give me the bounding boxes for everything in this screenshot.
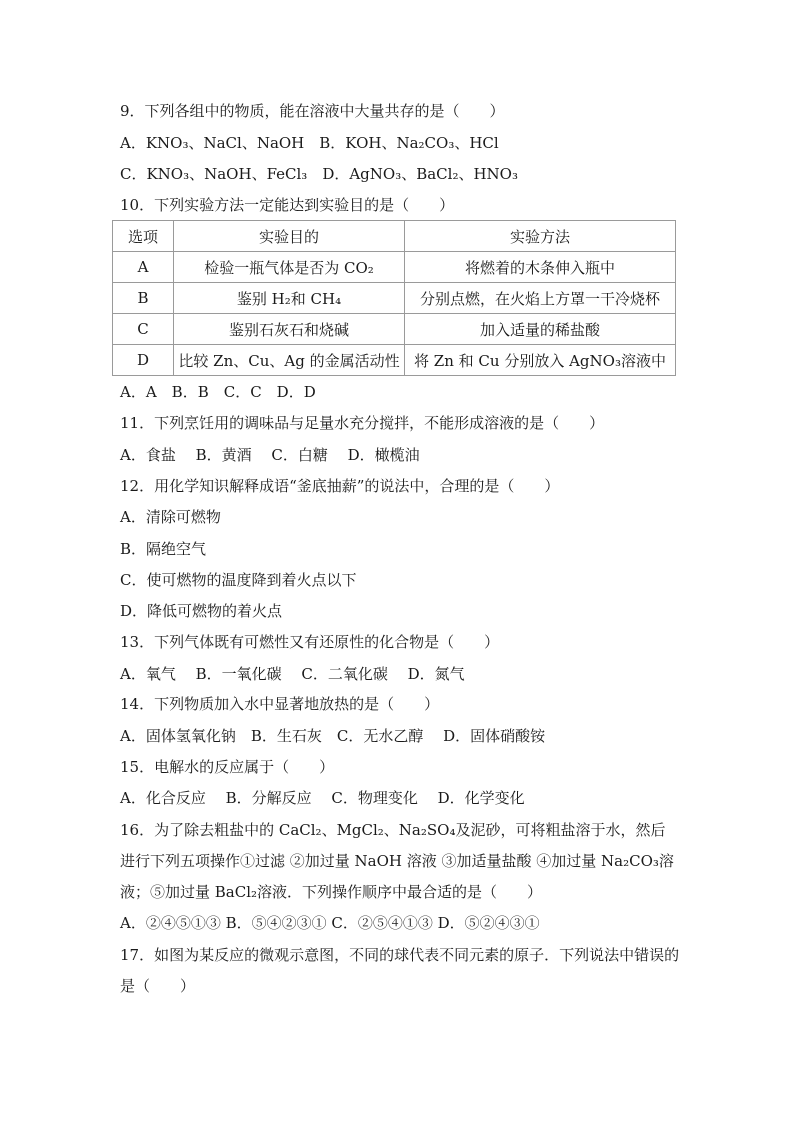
table-cell: 将燃着的木条伸入瓶中 — [405, 252, 676, 283]
q12-option-b: B．隔绝空气 — [120, 540, 207, 558]
q16-options: A．②④⑤①③ B．⑤④②③① C．②⑤④①③ D．⑤②④③① — [120, 914, 540, 932]
table-row — [113, 345, 676, 376]
q14-stem: 14．下列物质加入水中显著地放热的是（ ） — [120, 695, 440, 713]
q12-option-d: D．降低可燃物的着火点 — [120, 602, 283, 620]
q12-option-c: C．使可燃物的温度降到着火点以下 — [120, 571, 357, 589]
table-cell: 检验一瓶气体是否为 CO₂ — [174, 252, 405, 283]
q10-table — [112, 220, 676, 376]
table-row — [113, 314, 676, 345]
q11-stem: 11．下列烹饪用的调味品与足量水充分搅拌，不能形成溶液的是（ ） — [120, 414, 605, 432]
q15-stem: 15．电解水的反应属于（ ） — [120, 758, 335, 776]
table-header-option: 选项 — [113, 221, 174, 252]
table-header-method: 实验方法 — [405, 221, 676, 252]
q15-options: A．化合反应 B．分解反应 C．物理变化 D．化学变化 — [120, 789, 525, 807]
q9-options-ab: A．KNO₃、NaCl、NaOH B．KOH、Na₂CO₃、HCl — [120, 134, 499, 152]
q9-stem: 9．下列各组中的物质，能在溶液中大量共存的是（ ） — [120, 102, 505, 120]
table-cell: 加入适量的稀盐酸 — [405, 314, 676, 345]
table-cell: 分别点燃，在火焰上方罩一干冷烧杯 — [405, 283, 676, 314]
q9-options-cd: C．KNO₃、NaOH、FeCl₃ D．AgNO₃、BaCl₂、HNO₃ — [120, 165, 518, 183]
table-row — [113, 283, 676, 314]
table-cell: 将 Zn 和 Cu 分别放入 AgNO₃溶液中 — [405, 345, 676, 376]
table-cell: 比较 Zn、Cu、Ag 的金属活动性 — [174, 345, 405, 376]
table-cell: 鉴别 H₂和 CH₄ — [174, 283, 405, 314]
q12-option-a: A．清除可燃物 — [120, 508, 221, 526]
table-header-row — [113, 221, 676, 252]
q13-stem: 13．下列气体既有可燃性又有还原性的化合物是（ ） — [120, 633, 500, 651]
table-cell: A — [113, 252, 174, 283]
table-row — [113, 252, 676, 283]
q16-stem: 16．为了除去粗盐中的 CaCl₂、MgCl₂、Na₂SO₄及泥砂，可将粗盐溶于水，然后进行下列五项操作①过滤 ②加过量 NaOH 溶液 ③加适量盐酸 ④加过量 Na₂CO₃溶液；⑤加过量 BaCl₂溶液．下列操作顺序中最合适的是（ ） — [120, 821, 674, 901]
q12-stem: 12．用化学知识解释成语“釜底抽薪”的说法中，合理的是（ ） — [120, 477, 560, 495]
q14-options: A．固体氢氧化钠 B．生石灰 C．无水乙醇 D．固体硝酸铵 — [120, 727, 546, 745]
q11-options: A．食盐 B．黄酒 C．白糖 D．橄榄油 — [120, 446, 420, 464]
table-cell: 鉴别石灰石和烧碱 — [174, 314, 405, 345]
q10-options: A．A B．B C．C D．D — [120, 383, 316, 401]
table-cell: D — [113, 345, 174, 376]
q13-options: A．氧气 B．一氧化碳 C．二氧化碳 D．氮气 — [120, 665, 465, 683]
q10-stem: 10．下列实验方法一定能达到实验目的是（ ） — [120, 196, 455, 214]
table-cell: B — [113, 283, 174, 314]
table-header-purpose: 实验目的 — [174, 221, 405, 252]
q17-stem: 17．如图为某反应的微观示意图，不同的球代表不同元素的原子．下列说法中错误的是（ ） — [120, 946, 680, 995]
table-cell: C — [113, 314, 174, 345]
